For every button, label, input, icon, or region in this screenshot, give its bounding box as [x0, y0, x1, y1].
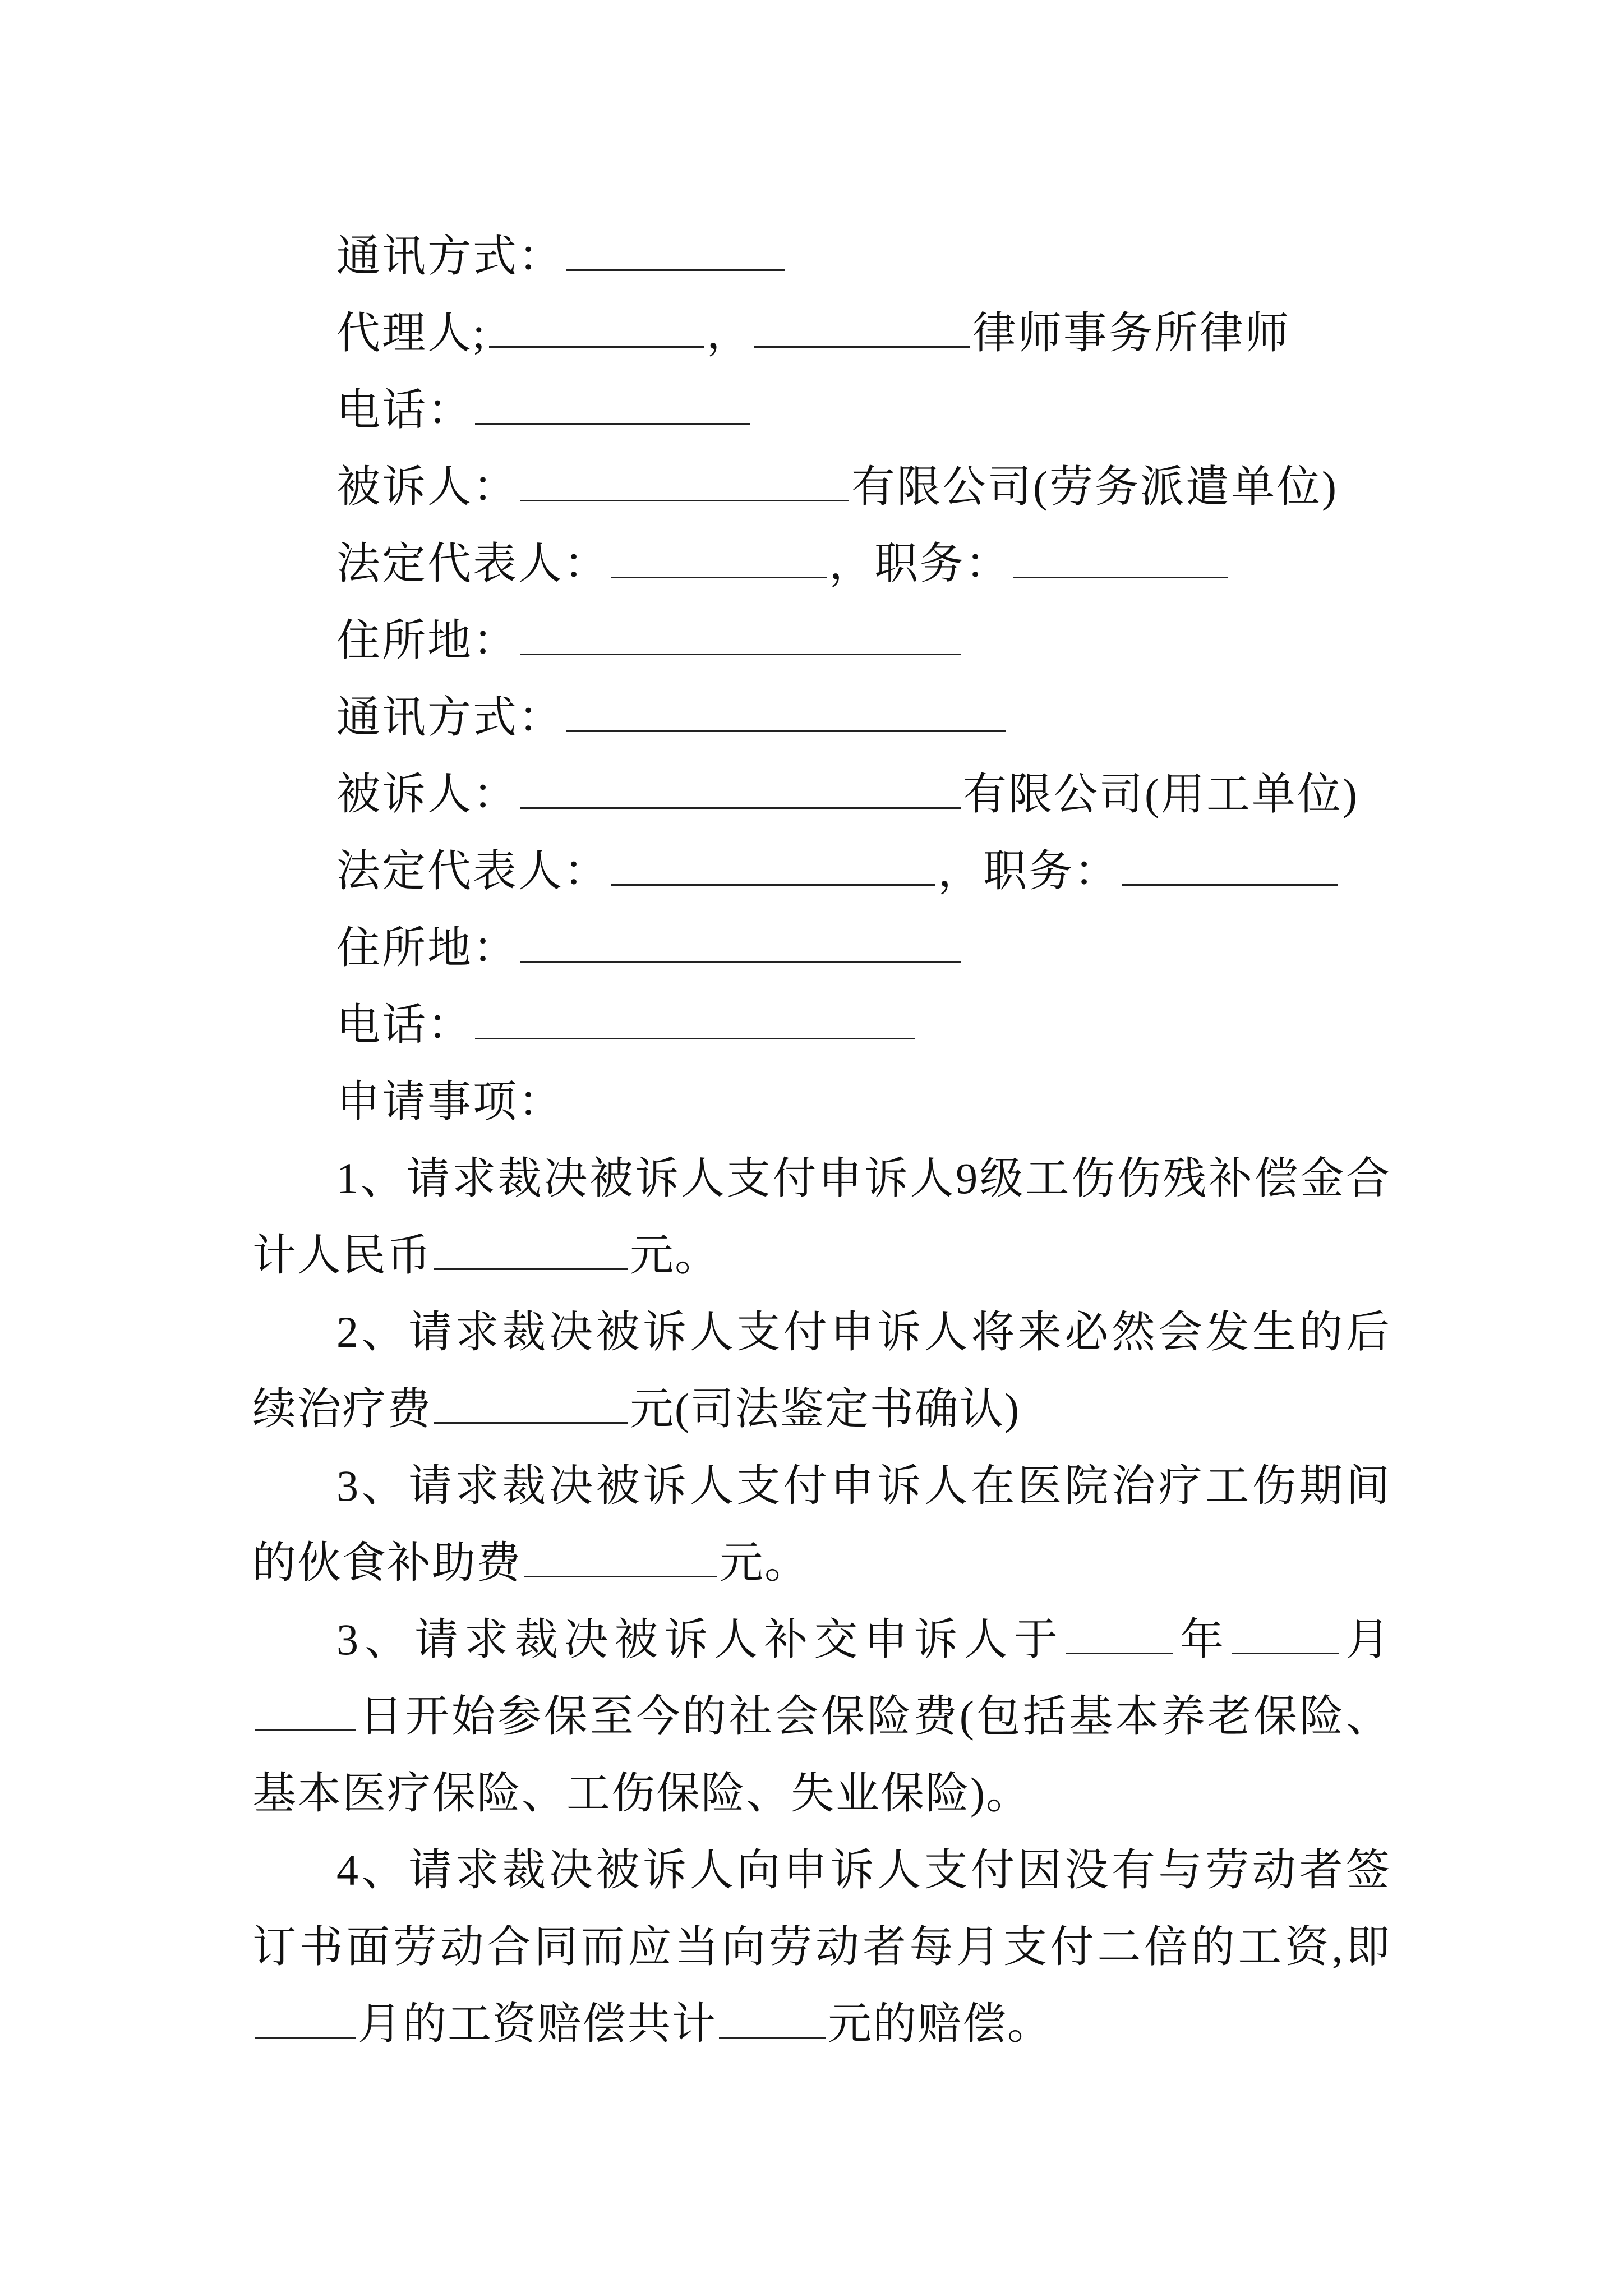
position-label-2: ，职务： — [938, 846, 1120, 895]
legal-rep-line-2 — [252, 832, 1391, 909]
agent-line — [252, 295, 1391, 371]
claim-1-amount-blank — [434, 1225, 628, 1270]
contact-method-line — [252, 218, 1391, 295]
address-blank-2 — [520, 917, 961, 963]
respondent-dispatch-line — [252, 448, 1391, 525]
phone-blank-2 — [475, 994, 915, 1039]
position-blank-2 — [1122, 840, 1338, 886]
address-blank — [520, 610, 961, 655]
contact-method-label: 通讯方式： — [336, 232, 564, 280]
address-label-2: 住所地： — [336, 923, 519, 972]
claim-item-5: 4、请求裁决被诉人向申诉人支付因没有与劳动者签订书面劳动合同而应当向劳动者每月支付二倍的工资,即月的工资赔偿共计 元的赔偿。 — [252, 1846, 1391, 2048]
address-line-2 — [252, 909, 1391, 986]
claim-item-4: 3、请求裁决被诉人补交申诉人于 年 月日开始参保至今的社会保险费(包括基本养老保险、基本医疗保险、工伤保险、失业保险)。 — [252, 1601, 1391, 1832]
phone-blank — [475, 379, 750, 425]
respondent-label: 被诉人： — [336, 462, 519, 511]
respondent-employer-suffix: 有限公司(用工单位) — [963, 770, 1359, 818]
complaint-text — [252, 218, 1391, 2062]
claim-5-amount-blank — [719, 1993, 826, 2039]
agent-name-blank — [489, 302, 704, 348]
legal-rep-label-2: 法定代表人： — [336, 846, 610, 895]
contact-method-blank — [566, 226, 785, 271]
contact-method-label-2: 通讯方式： — [336, 693, 564, 742]
legal-rep-blank — [611, 533, 827, 578]
respondent-name-blank — [520, 456, 849, 501]
claim-item-3: 3、请求裁决被诉人支付申诉人在医院治疗工伤期间的伙食补助费 元。 — [252, 1461, 1391, 1587]
phone-label: 电话： — [336, 385, 473, 434]
law-firm-suffix: 律师事务所律师 — [972, 309, 1290, 357]
claim-2-amount-blank — [434, 1378, 628, 1424]
legal-rep-label: 法定代表人： — [336, 539, 610, 588]
claim-5-months-blank — [255, 1993, 356, 2039]
law-firm-blank — [754, 302, 970, 348]
claim-4-year-blank — [1066, 1609, 1173, 1654]
contact-method-blank-2 — [566, 687, 1006, 732]
claim-item-1: 1、请求裁决被诉人支付申诉人9级工伤伤残补偿金合计人民币 元。 — [252, 1154, 1391, 1280]
contact-method-line-2 — [252, 679, 1391, 756]
claim-3-amount-blank — [524, 1532, 717, 1577]
position-blank — [1013, 533, 1228, 578]
phone-label-2: 电话： — [336, 1000, 473, 1049]
address-line — [252, 602, 1391, 679]
phone-line — [252, 371, 1391, 448]
respondent-employer-line — [252, 756, 1391, 832]
phone-line-2 — [252, 986, 1391, 1063]
agent-separator: ， — [706, 309, 752, 357]
claim-item-2: 2、请求裁决被诉人支付申诉人将来必然会发生的后续治疗费 元(司法鉴定书确认) — [252, 1308, 1391, 1433]
agent-label: 代理人; — [336, 309, 487, 357]
respondent-name-blank-2 — [520, 763, 961, 809]
legal-rep-blank-2 — [611, 840, 935, 886]
address-label: 住所地： — [336, 616, 519, 665]
respondent-dispatch-suffix: 有限公司(劳务派遣单位) — [851, 462, 1338, 511]
respondent-label-2: 被诉人： — [336, 770, 519, 818]
claim-4-month-blank — [1232, 1609, 1339, 1654]
legal-rep-line — [252, 525, 1391, 602]
position-label: ，职务： — [829, 539, 1011, 588]
claims-heading: 申请事项： — [336, 1077, 564, 1126]
claim-4-day-blank — [255, 1686, 356, 1731]
